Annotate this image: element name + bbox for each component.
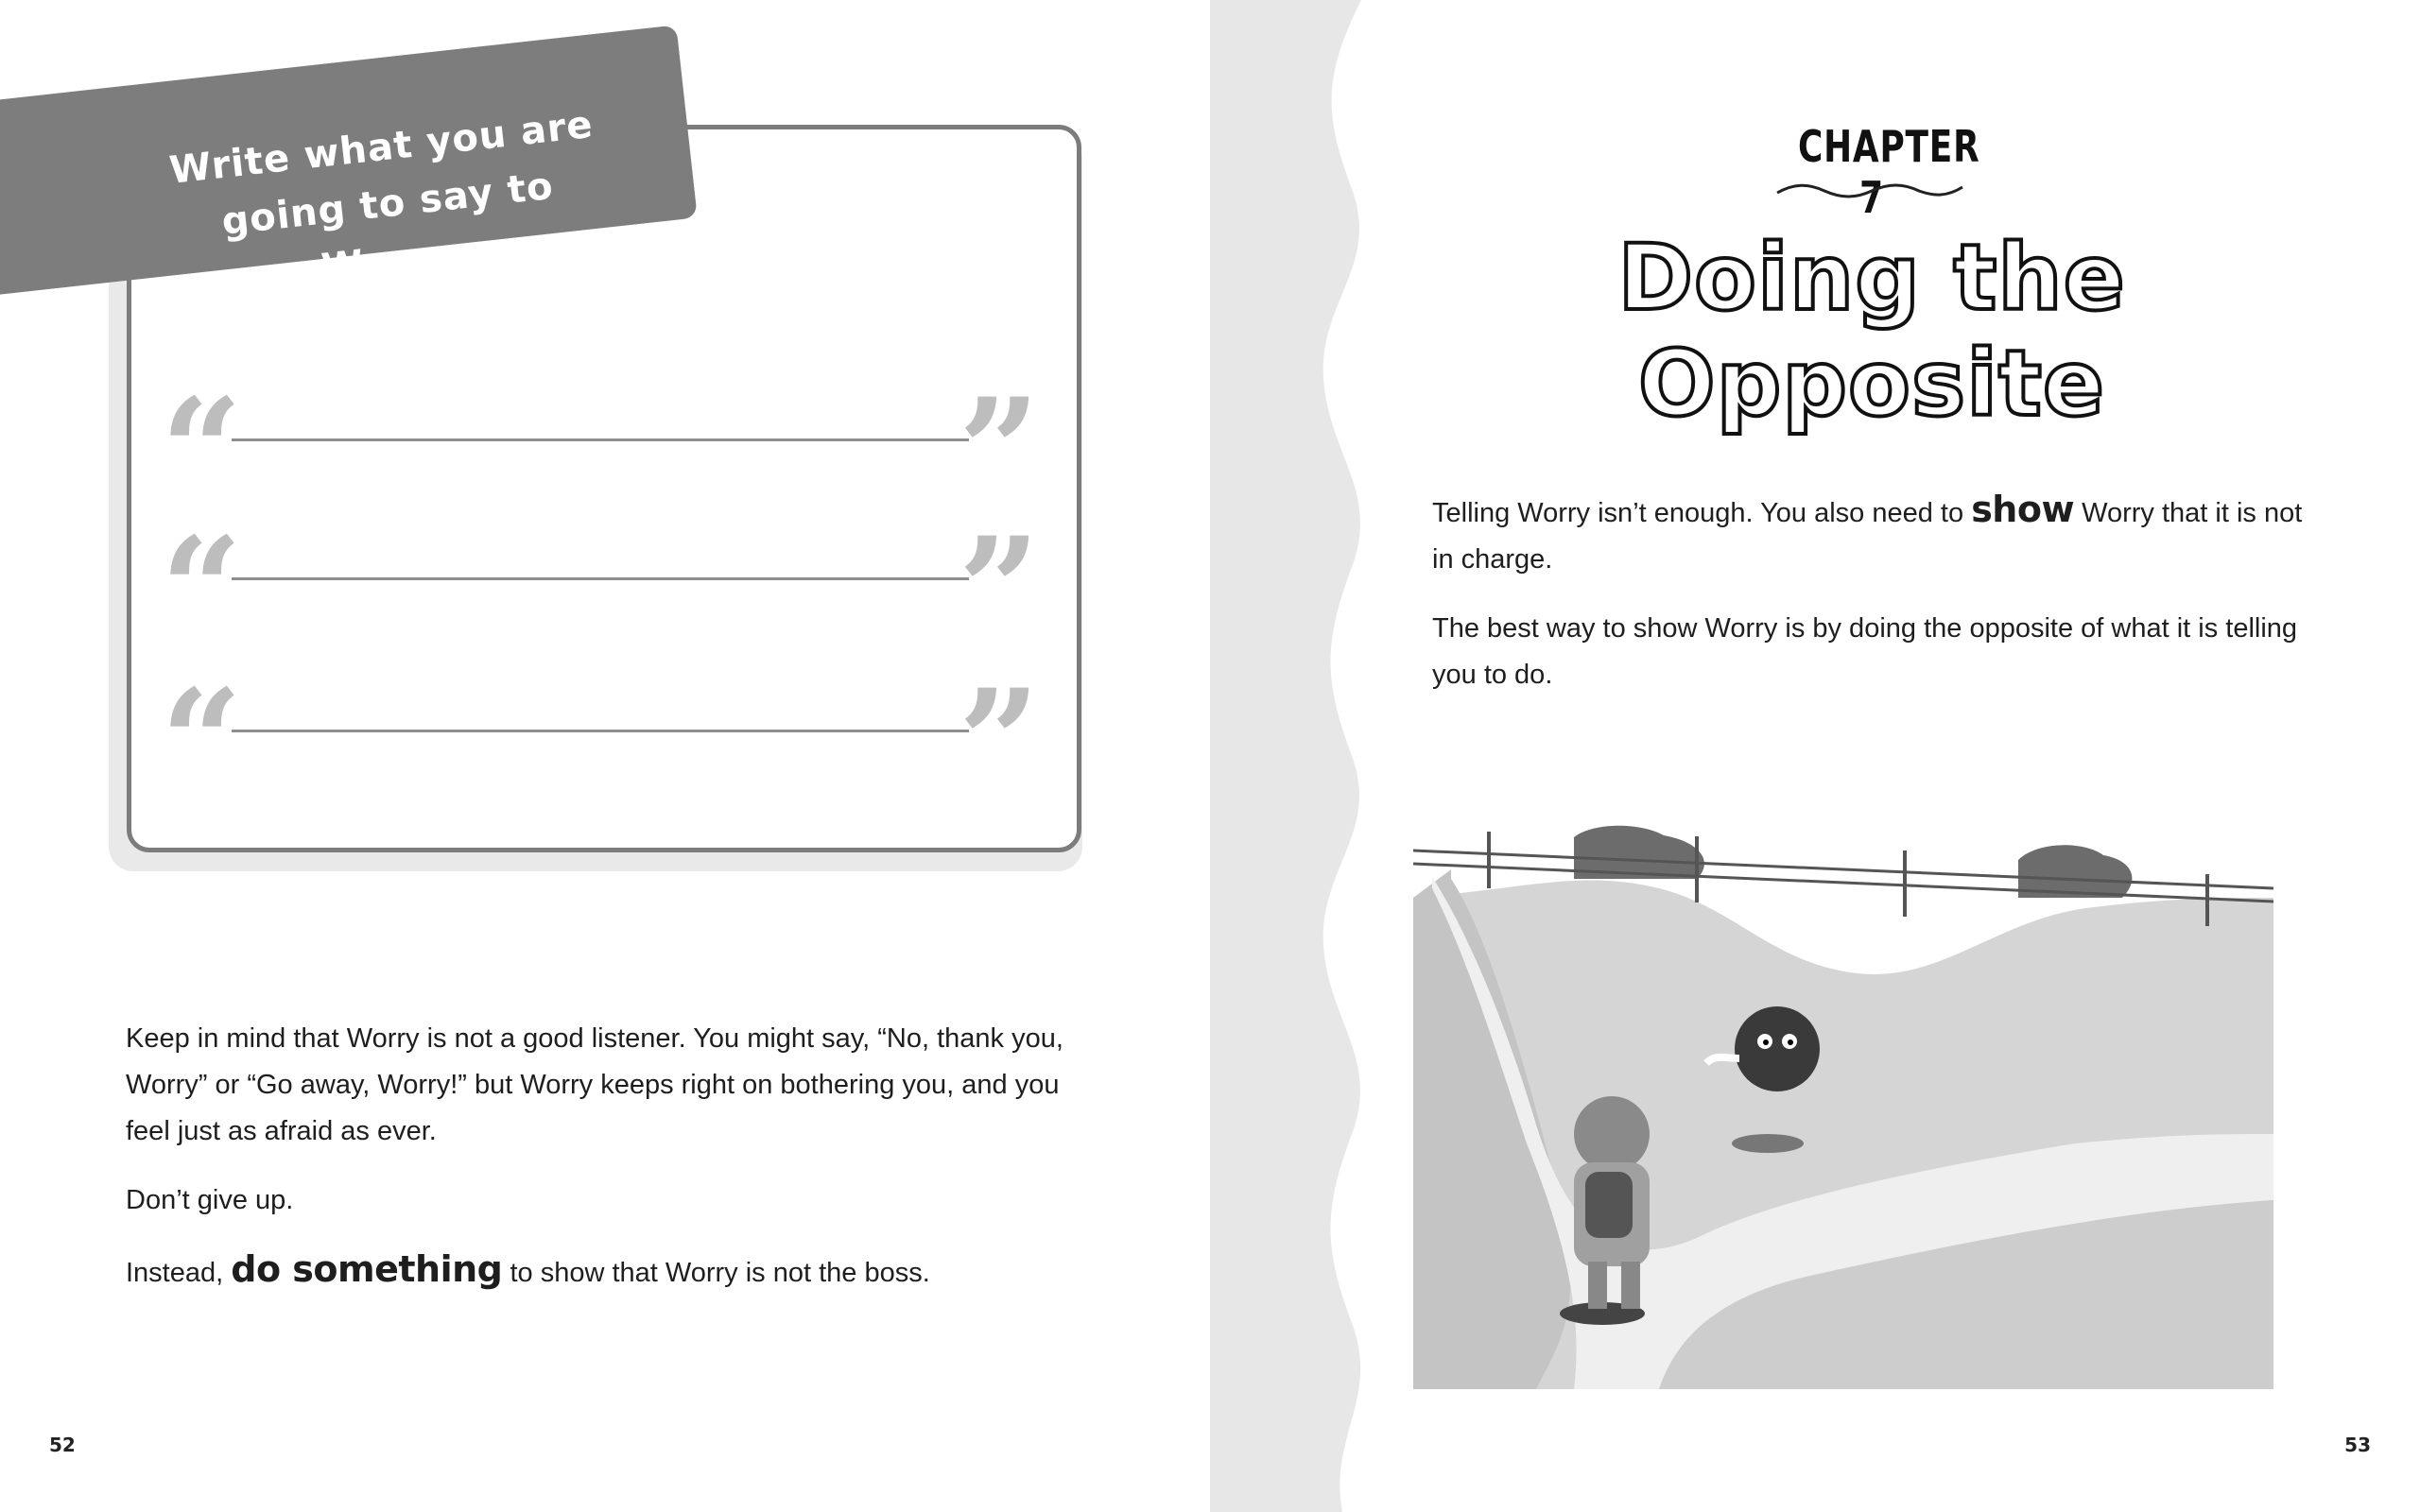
page-number-right: 53 [2344, 1434, 2371, 1456]
writing-line-3[interactable] [232, 730, 969, 732]
text-run: Worry that it is not in charge. [1432, 498, 2303, 575]
close-quote-icon: ” [958, 659, 1040, 825]
path-illustration [1413, 822, 2273, 1399]
close-quote-icon: ” [958, 507, 1040, 673]
quote-line-2 [161, 507, 1040, 673]
emphasis-text: do something [231, 1248, 503, 1290]
text-run: Telling Worry isn’t enough. You also need to [1432, 498, 1972, 528]
chapter-title: Doing the Opposite [1617, 225, 2126, 437]
chapter-label: CHAPTER 7 [1798, 121, 1980, 223]
quote-line-1 [161, 368, 1040, 534]
left-body-text [126, 1016, 1109, 1319]
quote-line-3 [161, 659, 1040, 825]
paragraph [1432, 487, 2321, 583]
writing-line-1[interactable] [232, 438, 969, 441]
page-number-left: 52 [49, 1434, 76, 1456]
writing-line-2[interactable] [232, 577, 969, 580]
text-run: to show that Worry is not the boss. [502, 1258, 930, 1288]
paragraph: Keep in mind that Worry is not a good listener. You might say, “No, thank you, Worry” or “Go away, Worry!” but Worry keeps right on bothering you, and you feel just as afraid as ever. [126, 1023, 1063, 1146]
close-quote-icon: ” [958, 368, 1040, 534]
open-quote-icon: “ [161, 507, 243, 673]
open-quote-icon: “ [161, 659, 243, 825]
squiggle-divider [1775, 180, 1964, 202]
right-body-text [1432, 487, 2321, 721]
page-gutter [1210, 0, 1380, 1512]
paragraph: The best way to show Worry is by doing the opposite of what it is telling you to do. [1432, 613, 2298, 690]
prompt-title: Write what you are going to say to Worry. [167, 102, 596, 290]
emphasis-text: show [1971, 489, 2075, 530]
paragraph: Don’t give up. [126, 1185, 294, 1215]
paragraph [126, 1246, 1109, 1297]
open-quote-icon: “ [161, 368, 243, 534]
text-run: Instead, [126, 1258, 232, 1288]
